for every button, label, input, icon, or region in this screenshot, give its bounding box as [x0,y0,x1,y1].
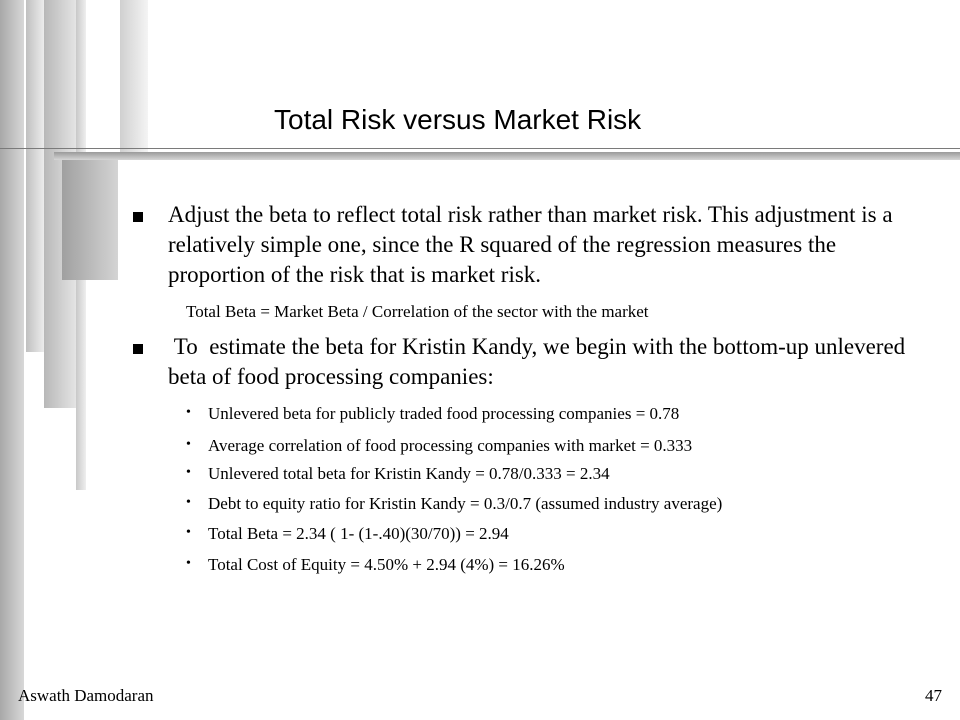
dot-bullet-icon: • [186,525,191,540]
formula-text: Total Beta = Market Beta / Correlation of the sector with the market [186,302,649,321]
square-bullet-icon [133,344,143,354]
decorative-bar [0,0,24,720]
sub-bullet-text: Debt to equity ratio for Kristin Kandy = 0.3/0.7 (assumed industry average) [208,494,723,513]
square-bullet-icon [133,212,143,222]
sub-bullet-text: Unlevered beta for publicly traded food processing companies = 0.78 [208,404,680,423]
decorative-bar [26,0,44,352]
decorative-bar [120,0,148,160]
sub-bullet-text: Unlevered total beta for Kristin Kandy = 0.78/0.333 = 2.34 [208,464,610,483]
sub-bullet-text: Total Cost of Equity = 4.50% + 2.94 (4%) = 16.26% [208,555,565,574]
bullet-text: Adjust the beta to reflect total risk rather than market risk. This adjustment is a relatively simple one, since the R squared of the regression measures the proportion of the risk that is market risk. [168,202,893,287]
sub-bullet-text: Total Beta = 2.34 ( 1- (1-.40)(30/70)) = 2.94 [208,524,509,543]
sub-bullet-text: Average correlation of food processing companies with market = 0.333 [208,436,693,455]
dot-bullet-icon: • [186,437,191,452]
dot-bullet-icon: • [186,495,191,510]
title-divider-bar [54,152,960,160]
footer-author: Aswath Damodaran [18,686,154,705]
decorative-bar [62,160,118,280]
bullet-text: To estimate the beta for Kristin Kandy, we begin with the bottom-up unlevered beta of food processing companies: [168,334,911,389]
dot-bullet-icon: • [186,405,191,420]
dot-bullet-icon: • [186,556,191,571]
page-number: 47 [925,686,942,705]
title-divider [0,148,960,149]
slide-title: Total Risk versus Market Risk [274,104,642,135]
dot-bullet-icon: • [186,465,191,480]
